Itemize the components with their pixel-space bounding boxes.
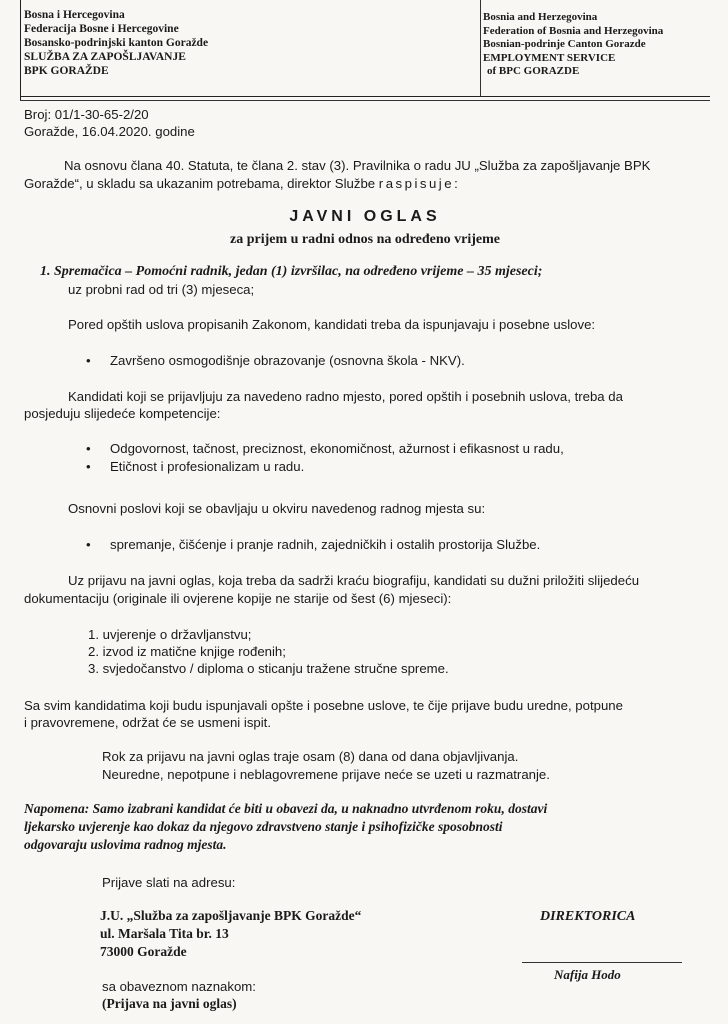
document-subtitle: za prijem u radni odnos na određeno vrijeme: [229, 232, 500, 247]
address-line: ul. Maršala Tita br. 13: [100, 926, 229, 941]
mark-value: (Prijava na javni oglas): [102, 996, 237, 1011]
address-line: 73000 Goražde: [100, 944, 187, 959]
competencies-intro: Kandidati koji se prijavljuju za navedeno radno mjesto, pored opštih i posebnih uslova, treba da: [68, 389, 623, 404]
document-item: 1. uvjerenje o državljanstvu;: [88, 627, 252, 642]
duty-item: • spremanje, čišćenje i pranje radnih, zajedničkih i ostalih prostorija Službe.: [110, 536, 540, 553]
condition-item: • Završeno osmogodišnje obrazovanje (osnovna škola - NKV).: [110, 352, 465, 369]
intro-line: Goražde“, u skladu sa ukazanim potrebama, direktor Službe raspisuje:: [24, 176, 458, 191]
note-text: odgovaraju uslovima radnog mjesta.: [24, 837, 227, 852]
mailing-address: [100, 907, 361, 961]
conditions-intro: Pored opštih uslova propisanih Zakonom, kandidati treba da ispunjavaju i posebne uslove:: [68, 317, 596, 332]
document-item: 3. svjedočanstvo / diploma o sticanju tražene stručne spreme.: [88, 661, 449, 676]
letterhead-line: Bosansko-podrinjski kanton Goražde: [24, 37, 209, 49]
note-label: Napomena:: [24, 801, 90, 816]
address-line: J.U. „Služba za zapošljavanje BPK Goražde“: [100, 908, 362, 923]
letterhead-english: [483, 11, 663, 79]
documents-intro: Uz prijavu na javni oglas, koja treba da sadrži kraću biografiju, kandidati su dužni priložiti slijedeću: [68, 573, 640, 588]
documents-intro: dokumentaciju (originale ili ovjerene kopije ne starije od šest (6) mjeseci):: [24, 591, 452, 606]
competency-item: • Odgovornost, tačnost, preciznost, ekonomičnost, ažurnost i efikasnost u radu,: [110, 440, 564, 457]
mark-label: sa obaveznom naznakom:: [102, 979, 256, 994]
intro-line: Na osnovu člana 40. Statuta, te člana 2. stav (3). Pravilnika o radu JU „Služba za zapošljavanje BPK: [64, 158, 651, 173]
exam-text: Sa svim kandidatima koji budu ispunjavali opšte i posebne uslove, te čije prijave budu uredne, potpune: [24, 698, 623, 713]
exam-text: i pravovremene, održat će se usmeni ispit.: [24, 715, 272, 730]
document-date: Goražde, 16.04.2020. godine: [24, 124, 195, 139]
competencies-intro: posjeduju slijedeće kompetencije:: [24, 406, 221, 421]
header-left-border: [20, 0, 21, 100]
competency-item: • Etičnost i profesionalizam u radu.: [110, 458, 304, 475]
letterhead-line: of BPC GORAZDE: [487, 65, 580, 77]
letterhead-line: EMPLOYMENT SERVICE: [483, 51, 616, 64]
letterhead-line: Federacija Bosne i Hercegovine: [24, 23, 179, 35]
header-rule-thin: [20, 100, 710, 101]
deadline-text: Neuredne, nepotpune i neblagovremene prijave neće se uzeti u razmatranje.: [102, 767, 550, 782]
note-text: ljekarsko uvjerenje kao dokaz da njegovo zdravstveno stanje i psihofizičke sposobnosti: [24, 819, 503, 834]
letterhead-line: Bosnian-podrinje Canton Gorazde: [483, 38, 646, 50]
signature-line: [522, 962, 682, 963]
position-title: 1. Spremačica – Pomoćni radnik, jedan (1) izvršilac, na određeno vrijeme – 35 mjeseci;: [40, 264, 543, 279]
header-rule: [20, 96, 710, 97]
document-item: 2. izvod iz matične knjige rođenih;: [88, 644, 286, 659]
deadline-text: Rok za prijavu na javni oglas traje osam (8) dana od dana objavljivanja.: [102, 749, 519, 764]
duties-intro: Osnovni poslovi koji se obavljaju u okviru navedenog radnog mjesta su:: [68, 501, 486, 516]
header-divider: [480, 0, 481, 96]
signer-name: Nafija Hodo: [554, 967, 621, 982]
letterhead-line: Federation of Bosnia and Herzegovina: [483, 24, 664, 37]
letterhead-line: SLUŽBA ZA ZAPOŠLJAVANJE: [24, 51, 186, 63]
letterhead-line: BPK GORAŽDE: [24, 65, 109, 77]
letterhead-line: Bosna i Hercegovina: [24, 9, 125, 21]
letterhead-line: Bosnia and Herzegovina: [483, 11, 598, 23]
note-text: Napomena: Samo izabrani kandidat će biti u obavezi da, u naknadno utvrđenom roku, dostavi: [24, 801, 548, 816]
signer-title: DIREKTORICA: [540, 909, 636, 924]
send-to-label: Prijave slati na adresu:: [102, 875, 236, 890]
document-title: JAVNI OGLAS: [289, 208, 441, 225]
reference-number: Broj: 01/1-30-65-2/20: [24, 107, 149, 122]
probation-text: uz probni rad od tri (3) mjeseca;: [68, 282, 255, 297]
letterhead-bosnian: [24, 8, 208, 78]
